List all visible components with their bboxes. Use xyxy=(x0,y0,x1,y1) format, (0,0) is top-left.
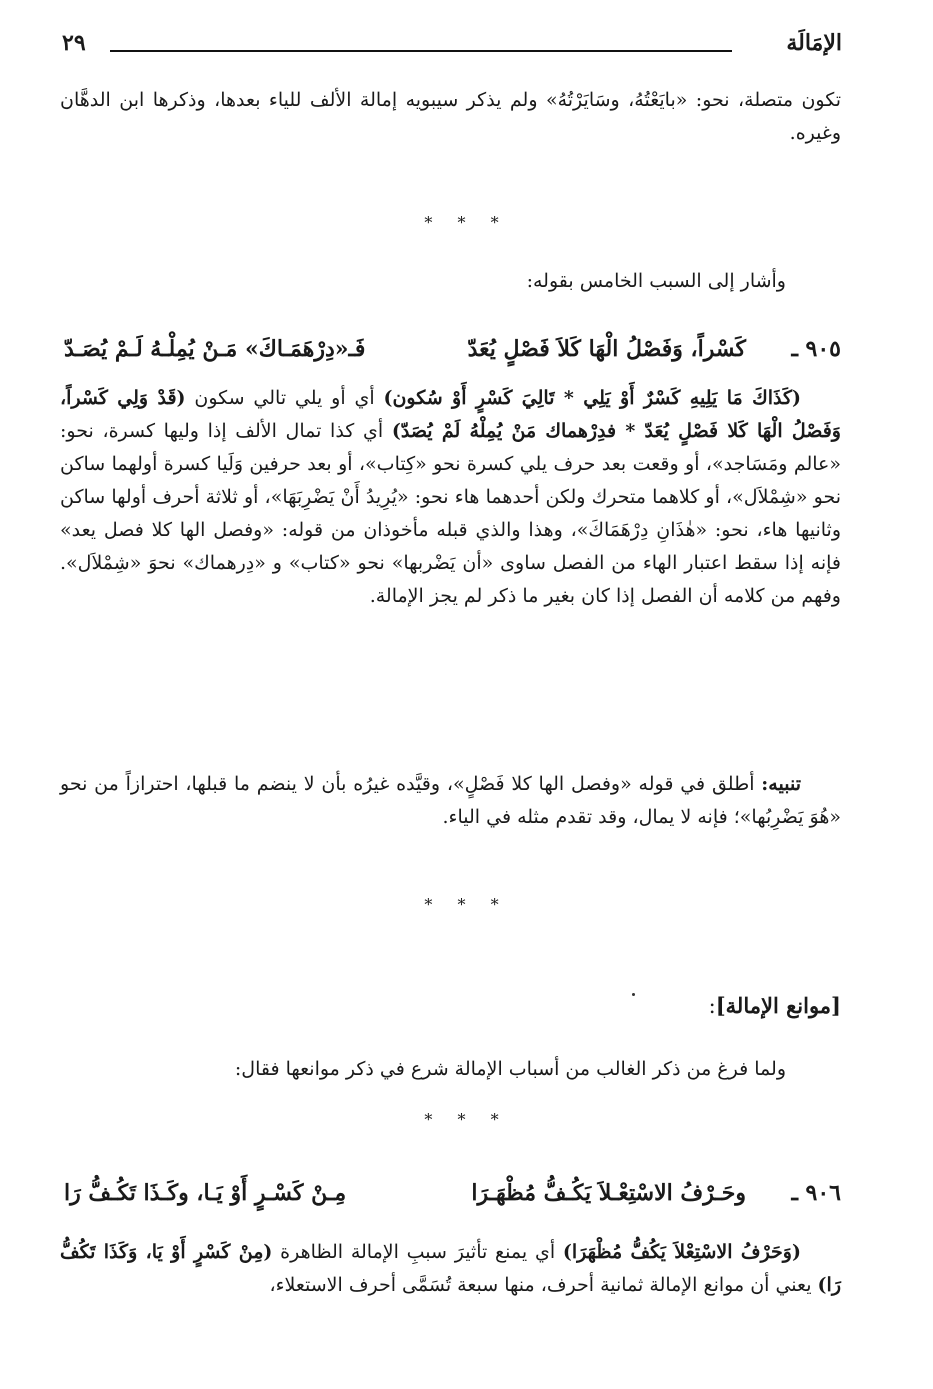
commentary-text: أي أو يلي تالي سكون xyxy=(194,387,375,409)
verse-905 xyxy=(60,336,841,370)
header-rule xyxy=(110,50,732,52)
verse-first-hemistich: كَسْراً، وَفَصْلُ الْهَا كَلاَ فَصْلٍ يُعَدّ xyxy=(467,336,746,362)
verse-second-hemistich: مِـنْ كَسْـرٍ أَوْ يَـا، وكَـذَا تَكُـفُّ رَا xyxy=(64,1180,347,1206)
commentary-905 xyxy=(60,382,841,613)
commentary-906 xyxy=(60,1236,841,1302)
paragraph-3: ولما فرغ من ذكر الغالب من أسباب الإمالة شرع في ذكر موانعها فقال: xyxy=(234,1058,786,1080)
verse-number: ٩٠٥ ـ xyxy=(791,336,841,362)
quoted-verse-part: (وَحَرْفُ الاسْتِعْلاَ يَكُفُّ مُظْهَرَا) xyxy=(562,1241,801,1263)
paragraph-2: وأشار إلى السبب الخامس بقوله: xyxy=(526,270,786,292)
verse-second-hemistich: فَـ«دِرْهَمَـاكَ» مَـنْ يُمِلْـهُ لَـمْ يُصَـدّ xyxy=(64,336,366,362)
verse-first-hemistich: وحَـرْفُ الاسْتِعْـلاَ يَكُـفُّ مُظْهَـرَا xyxy=(471,1180,746,1206)
section-separator-2: * * * xyxy=(424,895,509,914)
note-label: تنبيه: xyxy=(761,773,801,795)
quoted-verse-part: (كَذَاكَ مَا يَلِيهِ كَسْرٌ أَوْ يَلِي * تَالِيَ كَسْرٍ أَوْ سُكون) xyxy=(383,387,802,409)
commentary-text: أي يمنع تأثيرَ سببِ الإمالة الظاهرة xyxy=(280,1241,556,1263)
verse-number: ٩٠٦ ـ xyxy=(791,1180,841,1206)
note-paragraph xyxy=(60,768,841,834)
quoted-verse-part: (قَدْ وَلِي كَسْراً، وَفَصْلُ الْهَا كَلا فَصْلٍ يُعَدّ * فدِرْهماك مَنْ يُمِلْهُ لَمْ يُصَدّ) xyxy=(60,387,841,442)
section-heading-colon: : xyxy=(708,994,716,1018)
quoted-verse-part: (مِنْ كَسْرٍ أَوْ يَا، وَكَذَا تَكُفُّ رَا) xyxy=(60,1241,841,1296)
commentary-text: أي كذا تمال الألف إذا وليها كسرة، نحو: «عالم ومَسَاجد»، أو وقعت بعد حرف يلي كسرة نحو «كِتاب»، أو بعد حرفين وَلَيا كسرة أولهما ساكن نحو «شِمْلاَل»، أو كلاهما متحرك ولكن أحدهما هاء نحو: «يُرِيدُ أَنْ يَضْرِبَهَا»، أو ثلاثة أحرف أولها ساكن وثانيها هاء، نحو: «هٰذَانِ دِرْهَمَاكَ»، وهذا والذي قبله مأخوذان من قوله: «وفصل الها كلا فصل يعد» فإنه إذا سقط اعتبار الهاء من الفصل ساوى «أن يَضْربها» نحو «كتاب» و «دِرهماك» نحوَ «شِمْلاَل». وفهم من كلامه أن الفصل إذا كان بغير ما ذكر لم يجز الإمالة. xyxy=(60,420,841,607)
section-separator-1: * * * xyxy=(424,213,509,232)
note-text: أطلق في قوله «وفصل الها كلا فَصْلٍ»، وقيَّده غيرُه بأن لا ينضم ما قبلها، احترازاً من نحو «هُوَ يَضْرِبُها»؛ فإنه لا يمال، وقد تقدم مثله في الياء. xyxy=(60,773,841,828)
print-speck xyxy=(632,993,635,996)
paragraph-1: تكون متصلة، نحو: «بايَعْتُهُ، وسَايَرْتُهُ» ولم يذكر سيبويه إمالة الألف للياء بعدها، وذكرها ابن الدهَّان وغيره. xyxy=(60,89,841,144)
chapter-title: الإمَالَة xyxy=(786,30,842,56)
section-heading-text: [موانع الإمالة] xyxy=(715,993,841,1018)
verse-906 xyxy=(60,1180,841,1214)
section-heading xyxy=(709,993,841,1018)
running-header xyxy=(62,30,842,64)
commentary-text: يعني أن موانع الإمالة ثمانية أحرف، منها سبعة تُسَمَّى أحرف الاستعلاء، xyxy=(269,1274,812,1296)
page-number: ٢٩ xyxy=(62,30,86,56)
section-separator-3: * * * xyxy=(424,1110,509,1129)
